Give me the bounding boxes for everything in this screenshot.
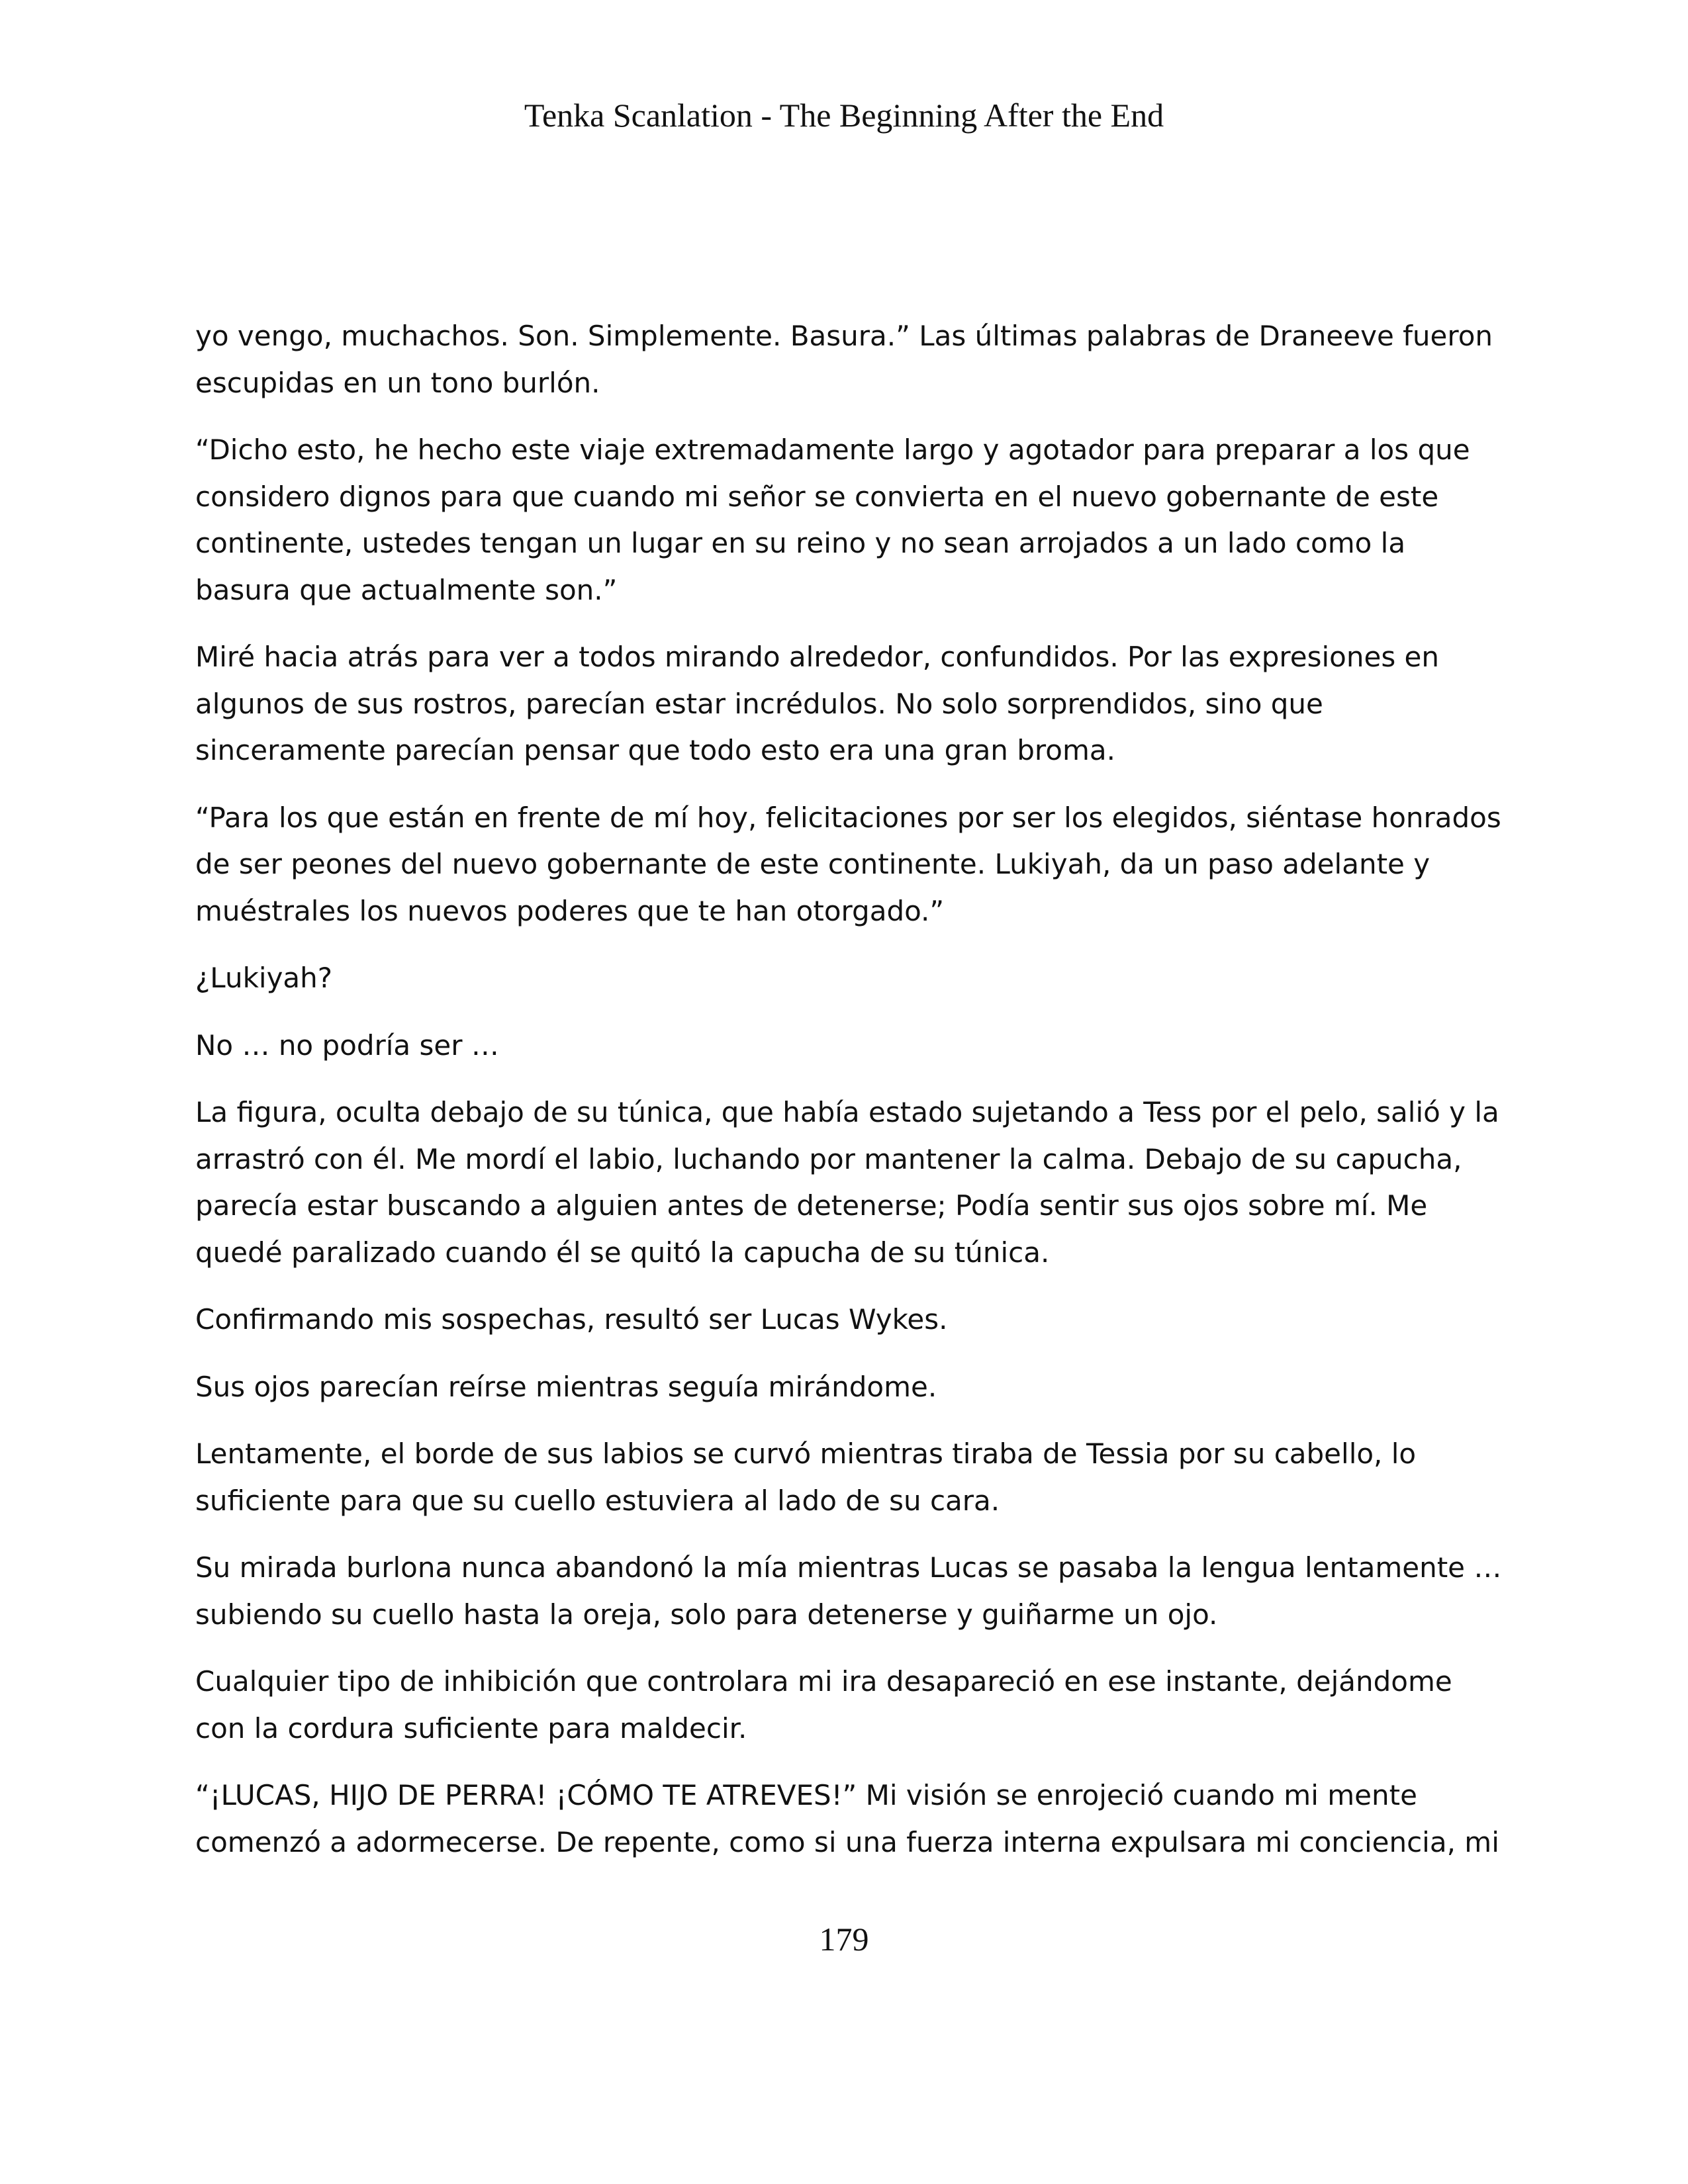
paragraph: Lentamente, el borde de sus labios se curvó mientras tiraba de Tessia por su cabello, lo suficiente para que su cuello estuviera al lado de su cara.: [195, 1437, 1417, 1517]
paragraph: Confirmando mis sospechas, resultó ser Lucas Wykes.: [195, 1303, 948, 1336]
paragraph: ¿Lukiyah?: [195, 962, 333, 994]
page-number: 179: [819, 1921, 869, 1958]
paragraph: yo vengo, muchachos. Son. Simplemente. Basura.” Las últimas palabras de Draneeve fueron escupidas en un tono burlón.: [195, 320, 1493, 399]
paragraph: Miré hacia atrás para ver a todos mirando alrededor, confundidos. Por las expresiones en algunos de sus rostros, parecían estar incrédulos. No solo sorprendidos, sino que sinceramente parecían pensar que todo esto era una gran broma.: [195, 641, 1440, 766]
body-text: [195, 313, 1506, 1886]
paragraph: “¡LUCAS, HIJO DE PERRA! ¡CÓMO TE ATREVES!” Mi visión se enrojeció cuando mi mente comenzó a adormecerse. De repente, como si una fuerza interna expulsara mi conciencia, mi: [195, 1779, 1499, 1858]
running-header: Tenka Scanlation - The Beginning After the End: [524, 97, 1164, 134]
paragraph: “Dicho esto, he hecho este viaje extremadamente largo y agotador para preparar a los que considero dignos para que cuando mi señor se convierta en el nuevo gobernante de este continente, ustedes tengan un lugar en su reino y no sean arrojados a un lado como la basura que actualmente son.”: [195, 433, 1470, 606]
paragraph: Sus ojos parecían reírse mientras seguía mirándome.: [195, 1370, 937, 1403]
paragraph: “Para los que están en frente de mí hoy, felicitaciones por ser los elegidos, siéntase honrados de ser peones del nuevo gobernante de este continente. Lukiyah, da un paso adelante y muéstrales los nuevos poderes que te han otorgado.”: [195, 801, 1501, 927]
paragraph: Cualquier tipo de inhibición que controlara mi ira desapareció en ese instante, dejándome con la cordura suficiente para maldecir.: [195, 1665, 1452, 1745]
paragraph: No … no podría ser …: [195, 1028, 499, 1062]
paragraph: Su mirada burlona nunca abandonó la mía mientras Lucas se pasaba la lengua lentamente … subiendo su cuello hasta la oreja, solo para detenerse y guiñarme un ojo.: [195, 1551, 1502, 1631]
paragraph: La figura, oculta debajo de su túnica, que había estado sujetando a Tess por el pelo, salió y la arrastró con él. Me mordí el labio, luchando por mantener la calma. Debajo de su capucha, parecía estar buscando a alguien antes de detenerse; Podía sentir sus ojos sobre mí. Me quedé paralizado cuando él se quitó la capucha de su túnica.: [195, 1096, 1499, 1269]
